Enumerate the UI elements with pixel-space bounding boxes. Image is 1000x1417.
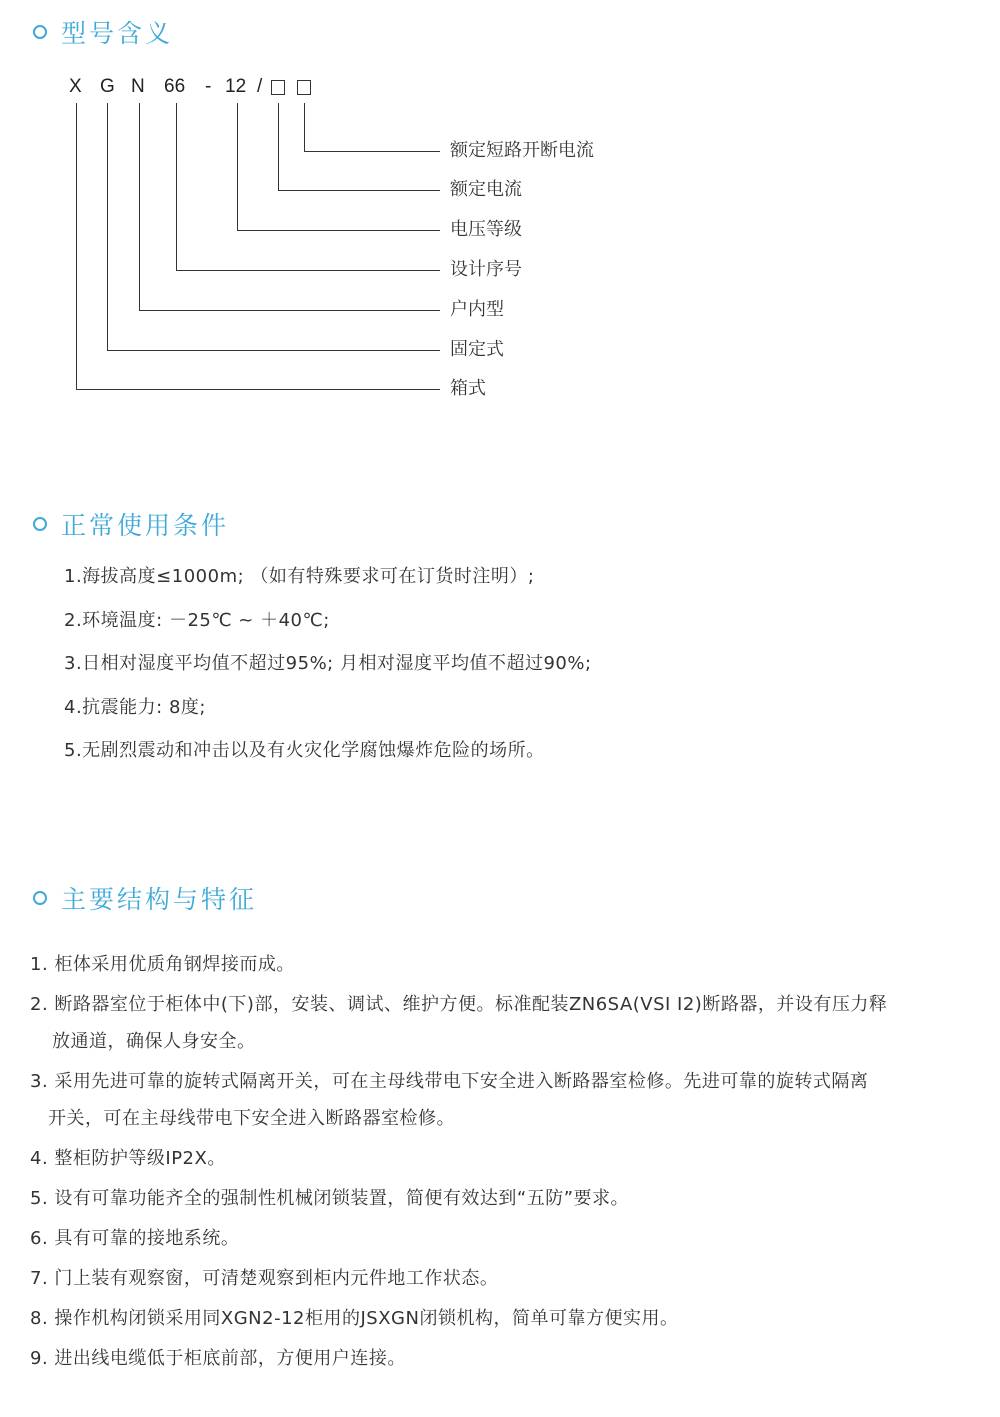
model-code-diagram <box>0 0 1000 440</box>
code-char-g: G <box>100 76 115 97</box>
list-item-text: 9. 进出线电缆低于柜底前部，方便用户连接。 <box>30 1348 406 1369</box>
features-list <box>30 946 975 1380</box>
list-item: 3.日相对湿度平均值不超过95%; 月相对湿度平均值不超过90%; <box>64 653 592 674</box>
list-item: 5.无剧烈震动和冲击以及有火灾化学腐蚀爆炸危险的场所。 <box>64 740 545 761</box>
code-char-12: 12 <box>225 76 247 97</box>
leader-hline-n <box>139 310 440 311</box>
list-item-text: 6. 具有可靠的接地系统。 <box>30 1228 240 1249</box>
placeholder-box-current <box>271 80 285 95</box>
list-item <box>30 1300 975 1337</box>
leader-hline-current <box>278 190 440 191</box>
leader-vline-g <box>107 103 108 350</box>
placeholder-box-breaking-current <box>297 80 311 95</box>
label-voltage-level: 电压等级 <box>450 219 522 240</box>
list-item: 4.抗震能力: 8度; <box>64 696 206 718</box>
leader-vline-breaking <box>304 103 305 151</box>
leader-vline-66 <box>176 103 177 270</box>
list-item <box>30 1063 975 1137</box>
list-item-continuation: 放通道，确保人身安全。 <box>52 1031 256 1052</box>
list-item-text: 3. 采用先进可靠的旋转式隔离开关，可在主母线带电下安全进入断路器室检修。先进可靠的旋转式隔离 <box>30 1071 869 1092</box>
leader-hline-x <box>76 389 440 390</box>
list-item <box>30 1180 975 1217</box>
list-item <box>30 986 975 1060</box>
list-item <box>30 1260 975 1297</box>
list-item-text: 4. 整柜防护等级IP2X。 <box>30 1148 226 1169</box>
list-item-text: 2. 断路器室位于柜体中(下)部，安装、调试、维护方便。标准配装ZN6SA(VSI I2)断路器，并设有压力释 <box>30 994 888 1015</box>
label-indoor-type: 户内型 <box>450 299 504 320</box>
code-char-66: 66 <box>164 76 186 97</box>
section-title-text: 主要结构与特征 <box>61 885 258 914</box>
code-char-slash: / <box>257 76 263 97</box>
label-rated-breaking-current: 额定短路开断电流 <box>450 140 594 161</box>
label-design-number: 设计序号 <box>450 259 522 280</box>
list-item-text: 5. 设有可靠功能齐全的强制性机械闭锁装置，简便有效达到“五防”要求。 <box>30 1188 630 1209</box>
leader-vline-12 <box>237 103 238 230</box>
code-char-n: N <box>131 76 145 97</box>
list-item <box>30 946 975 983</box>
leader-hline-breaking <box>304 151 440 152</box>
list-item-text: 7. 门上装有观察窗，可清楚观察到柜内元件地工作状态。 <box>30 1268 499 1289</box>
list-item <box>30 1220 975 1257</box>
label-rated-current: 额定电流 <box>450 179 522 200</box>
list-item <box>30 1140 975 1177</box>
code-char-x: X <box>69 76 82 97</box>
leader-hline-66 <box>176 270 440 271</box>
list-item-continuation: 开关，可在主母线带电下安全进入断路器室检修。 <box>48 1108 455 1129</box>
leader-vline-current <box>278 103 279 190</box>
list-item-text: 1. 柜体采用优质角钢焊接而成。 <box>30 954 295 975</box>
leader-hline-12 <box>237 230 440 231</box>
section-title-features <box>33 880 257 916</box>
list-item: 1.海拔高度≤1000m; （如有特殊要求可在订货时注明）; <box>64 566 535 587</box>
list-item <box>30 1340 975 1377</box>
code-char-dash: - <box>205 76 212 97</box>
leader-vline-n <box>139 103 140 310</box>
label-fixed-type: 固定式 <box>450 339 504 360</box>
leader-hline-g <box>107 350 440 351</box>
section-title-text: 型号含义 <box>61 19 174 48</box>
section-title-conditions <box>33 506 229 542</box>
list-item: 2.环境温度: －25℃ ~ ＋40℃; <box>64 609 330 631</box>
conditions-list <box>64 566 592 784</box>
circle-bullet-icon <box>33 517 47 531</box>
section-title-text: 正常使用条件 <box>61 511 230 540</box>
circle-bullet-icon <box>33 891 47 905</box>
leader-vline-x <box>76 103 77 389</box>
list-item-text: 8. 操作机构闭锁采用同XGN2-12柜用的JSXGN闭锁机构，简单可靠方便实用。 <box>30 1308 679 1329</box>
label-box-type: 箱式 <box>450 378 486 399</box>
